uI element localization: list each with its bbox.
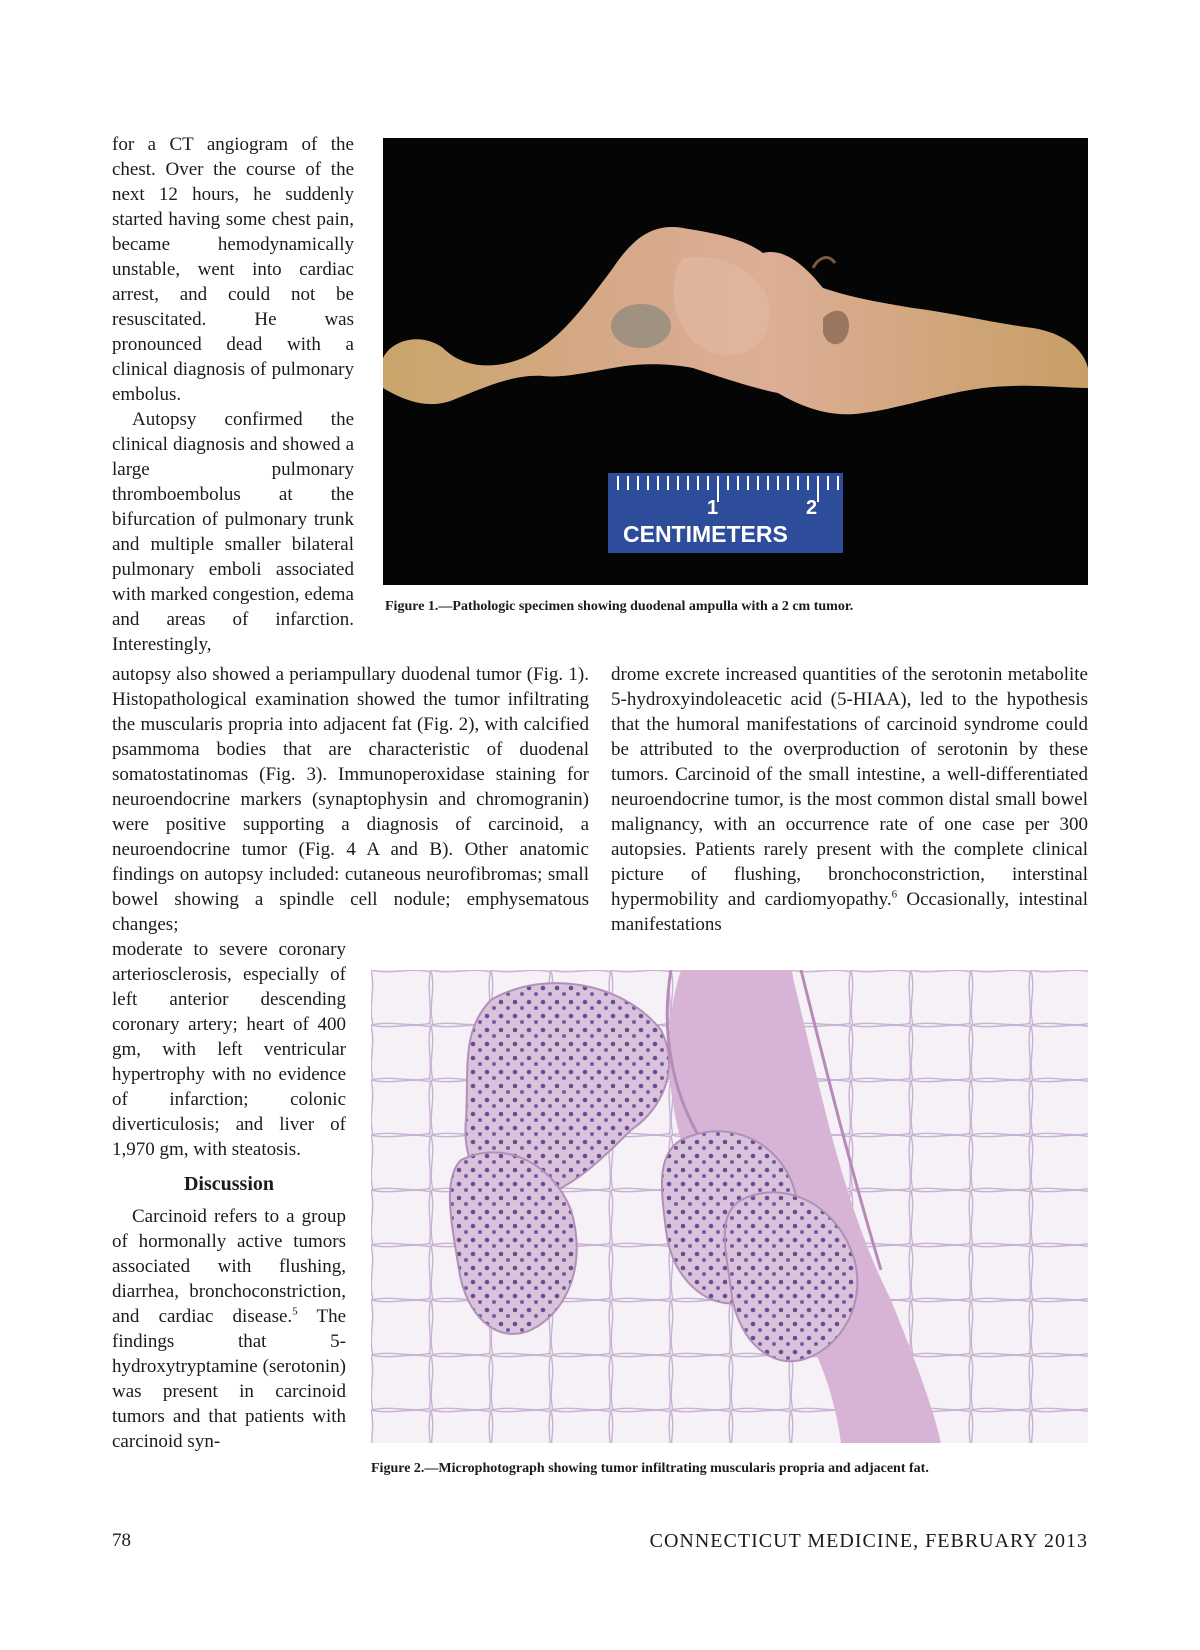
reference-number: 6 (891, 888, 898, 901)
body-paragraph (112, 1204, 346, 1454)
body-paragraph (611, 662, 1088, 937)
ruler-mark: 2 (806, 497, 818, 519)
right-column-middle (611, 662, 1088, 937)
figure-2-micrograph (371, 970, 1088, 1443)
left-column-middle (112, 662, 589, 937)
figure-1-specimen-photo (383, 138, 1088, 585)
body-paragraph: moderate to severe coronary arteriosclerosis, especially of left anterior descending coronary artery; heart of 400 gm, with left ventricular hypertrophy with no evidence of infarction; colonic diverticulosis; and liver of 1,970 gm, with steatosis. (112, 939, 346, 1160)
body-paragraph: for a CT angiogram of the chest. Over the course of the next 12 hours, he suddenly started having some chest pain, became hemodynamically unstable, went into cardiac arrest, and could not be resuscitated. He was pronounced dead with a clinical diagnosis of pulmonary embolus. (112, 134, 354, 405)
body-paragraph: Autopsy confirmed the clinical diagnosis and showed a large pulmonary thromboembolus at the bifurcation of pulmonary trunk and multiple smaller bilateral pulmonary emboli associated with marked congestion, edema and areas of infarction. Interestingly, (112, 409, 354, 655)
journal-footer: CONNECTICUT MEDICINE, FEBRUARY 2013 (649, 1530, 1088, 1552)
reference-number: 5 (292, 1305, 298, 1318)
text-span: Carcinoid refers to a group of hormonally active tumors associated with flushing, diarrhea, bronchoconstriction, and cardiac disease. (112, 1206, 346, 1327)
text-span: drome excrete increased quantities of the serotonin metabolite 5-hydroxyindoleacetic acid (5-HIAA), led to the hypothesis that the humoral manifestations of carcinoid syndrome could be attributed to the overproduction of serotonin by these tumors. Carcinoid of the small intestine, a well-differentiated neuroendocrine tumor, is the most common distal small bowel malignancy, with an occurrence rate of one case per 300 autopsies. Patients rarely present with the complete clinical picture of flushing, bronchoconstriction, interstinal hypermobility and cardiomyopathy. (611, 664, 1088, 910)
ruler-mark: 1 (707, 497, 719, 519)
text-span: Occasionally, intestinal manifestations (611, 889, 1088, 935)
left-column-top (112, 132, 354, 657)
text-span: The findings that 5-hydroxytryptamine (serotonin) was present in carcinoid tumors and that patients with carcinoid syn- (112, 1306, 347, 1452)
figure-1-caption: Figure 1.—Pathologic specimen showing duodenal ampulla with a 2 cm tumor. (385, 599, 854, 614)
section-heading-discussion: Discussion (183, 1173, 275, 1195)
left-column-bottom (112, 937, 346, 1454)
body-paragraph: autopsy also showed a periampullary duodenal tumor (Fig. 1). Histopathological examination showed the tumor infiltrating the muscularis propria into adjacent fat (Fig. 2), with calcified psammoma bodies that are characteristic of duodenal somatostatinomas (Fig. 3). Immunoperoxidase staining for neuroendocrine markers (synaptophysin and chromogranin) were positive supporting a diagnosis of carcinoid, a neuroendocrine tumor (Fig. 4 A and B). Other anatomic findings on autopsy included: cutaneous neurofibromas; small bowel showing a spindle cell nodule; emphysematous changes; (112, 664, 589, 935)
figure-2-caption: Figure 2.—Microphotograph showing tumor infiltrating muscularis propria and adjacent fat. (371, 1461, 929, 1476)
page-number: 78 (112, 1530, 131, 1551)
ruler-label: CENTIMETERS (623, 521, 788, 547)
